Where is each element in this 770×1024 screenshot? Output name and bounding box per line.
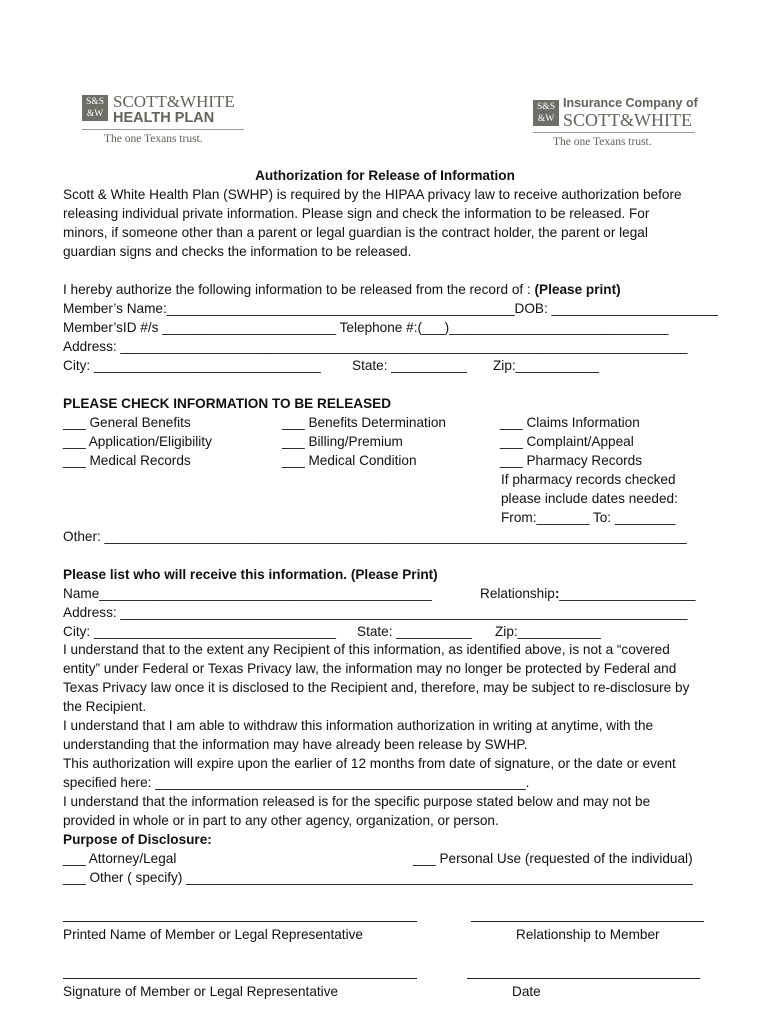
relationship-colon: : bbox=[554, 586, 560, 601]
member-name-field[interactable]: Member’s Name:______________________________________________DOB: ______________________ bbox=[63, 301, 718, 316]
logo-left-line2: HEALTH PLAN bbox=[113, 110, 215, 126]
intro-line: Scott & White Health Plan (SWHP) is required by the HIPAA privacy law to receive authorization before bbox=[63, 187, 682, 202]
check-heading: PLEASE CHECK INFORMATION TO BE RELEASED bbox=[63, 396, 392, 411]
member-zip-field[interactable]: Zip:___________ bbox=[493, 358, 599, 373]
intro-line: guardian signs and checks the information to be released. bbox=[63, 244, 412, 259]
checkbox-general-benefits[interactable]: ___ General Benefits bbox=[63, 415, 191, 430]
understand-line: entity” under Federal or Texas Privacy law, the information may no longer be protected by Federal and bbox=[63, 661, 677, 676]
recipient-zip-field[interactable]: Zip:___________ bbox=[495, 624, 601, 639]
checkbox-billing-premium[interactable]: ___ Billing/Premium bbox=[282, 434, 403, 449]
recipient-relationship-field[interactable] bbox=[480, 586, 695, 601]
understand-line: I understand that to the extent any Recipient of this information, as identified above, is not a “covered bbox=[63, 642, 670, 657]
relationship-to-member-label: Relationship to Member bbox=[516, 927, 660, 942]
recipient-heading: Please list who will receive this information. (Please Print) bbox=[63, 567, 438, 582]
recipient-address-field[interactable]: Address: ___________________________________________________________________________ bbox=[63, 605, 688, 620]
checkbox-other-specify[interactable]: ___ Other ( specify) ___________________________________________________________________ bbox=[63, 870, 693, 885]
checkbox-attorney-legal[interactable]: ___ Attorney/Legal bbox=[63, 851, 177, 866]
checkbox-benefits-determination[interactable]: ___ Benefits Determination bbox=[282, 415, 446, 430]
purpose-heading: Purpose of Disclosure: bbox=[63, 832, 212, 847]
pharmacy-note-line: If pharmacy records checked bbox=[501, 472, 676, 487]
recipient-city-field[interactable]: City: ________________________________ bbox=[63, 624, 336, 639]
date-label: Date bbox=[512, 984, 541, 999]
understand-line: I understand that I am able to withdraw this information authorization in writing at anytime, with the bbox=[63, 718, 654, 733]
checkbox-medical-records[interactable]: ___ Medical Records bbox=[63, 453, 191, 468]
logo-left-line1: SCOTT&WHITE bbox=[113, 92, 235, 111]
member-address-field[interactable]: Address: ___________________________________________________________________________ bbox=[63, 339, 688, 354]
signature-label: Signature of Member or Legal Representative bbox=[63, 984, 339, 999]
checkbox-complaint-appeal[interactable]: ___ Complaint/Appeal bbox=[500, 434, 634, 449]
understand-line: This authorization will expire upon the earlier of 12 months from date of signature, or the date or event bbox=[63, 756, 676, 771]
understand-line: I understand that the information released is for the specific purpose stated below and may not be bbox=[63, 794, 651, 809]
understand-line: Texas Privacy law once it is disclosed to the Recipient and, therefore, may be subject to re-disclosure by bbox=[63, 680, 690, 695]
logo-right-tagline: The one Texans trust. bbox=[553, 136, 652, 148]
understand-line: the Recipient. bbox=[63, 699, 147, 714]
recipient-name-field[interactable]: Name____________________________________________ bbox=[63, 586, 432, 601]
understand-line: understanding that the information may have already been release by SWHP. bbox=[63, 737, 528, 752]
authorize-statement bbox=[63, 282, 621, 297]
pharmacy-dates-field[interactable]: From:_______ To: ________ bbox=[501, 510, 676, 525]
understand-line: provided in whole or in part to any other agency, organization, or person. bbox=[63, 813, 499, 828]
checkbox-application-eligibility[interactable]: ___ Application/Eligibility bbox=[63, 434, 212, 449]
relationship-label: Relationship bbox=[480, 586, 555, 601]
member-city-field[interactable]: City: ______________________________ bbox=[63, 358, 321, 373]
logo-right-line1: Insurance Company of bbox=[563, 96, 698, 110]
relationship-line[interactable] bbox=[471, 921, 704, 922]
member-id-field[interactable]: Member’sID #/s _______________________ Telephone #:(___)_____________________________ bbox=[63, 320, 669, 335]
logo-left-tagline: The one Texans trust. bbox=[104, 133, 203, 145]
relationship-line: __________________ bbox=[559, 586, 696, 601]
sw-mark-icon: S&S &W bbox=[533, 100, 559, 126]
form-title: Authorization for Release of Information bbox=[255, 168, 515, 183]
checkbox-personal-use[interactable]: ___ Personal Use (requested of the individual) bbox=[413, 851, 693, 866]
intro-line: releasing individual private information. Please sign and check the information to be released. For bbox=[63, 206, 650, 221]
intro-line: minors, if someone other than a parent or legal guardian is the contract holder, the parent or legal bbox=[63, 225, 648, 240]
expiration-field[interactable]: specified here: _________________________________________________. bbox=[63, 775, 530, 790]
checkbox-pharmacy-records[interactable]: ___ Pharmacy Records bbox=[500, 453, 643, 468]
logo-right-rule bbox=[533, 132, 695, 133]
member-state-field[interactable]: State: __________ bbox=[352, 358, 467, 373]
logo-right-line2: SCOTT&WHITE bbox=[563, 110, 692, 130]
please-print-label: (Please print) bbox=[534, 282, 621, 297]
checkbox-medical-condition[interactable]: ___ Medical Condition bbox=[282, 453, 417, 468]
logo-left-rule bbox=[82, 129, 244, 130]
pharmacy-note-line: please include dates needed: bbox=[501, 491, 678, 506]
sw-mark-icon: S&S &W bbox=[82, 95, 108, 121]
printed-name-line[interactable] bbox=[63, 921, 417, 922]
checkbox-claims-information[interactable]: ___ Claims Information bbox=[500, 415, 640, 430]
signature-line[interactable] bbox=[63, 978, 417, 979]
date-line[interactable] bbox=[467, 978, 700, 979]
printed-name-label: Printed Name of Member or Legal Representative bbox=[63, 927, 363, 942]
recipient-state-field[interactable]: State: __________ bbox=[357, 624, 472, 639]
other-info-field[interactable]: Other: _____________________________________________________________________________ bbox=[63, 529, 687, 544]
authorize-text: I hereby authorize the following information to be released from the record of : bbox=[63, 282, 531, 297]
